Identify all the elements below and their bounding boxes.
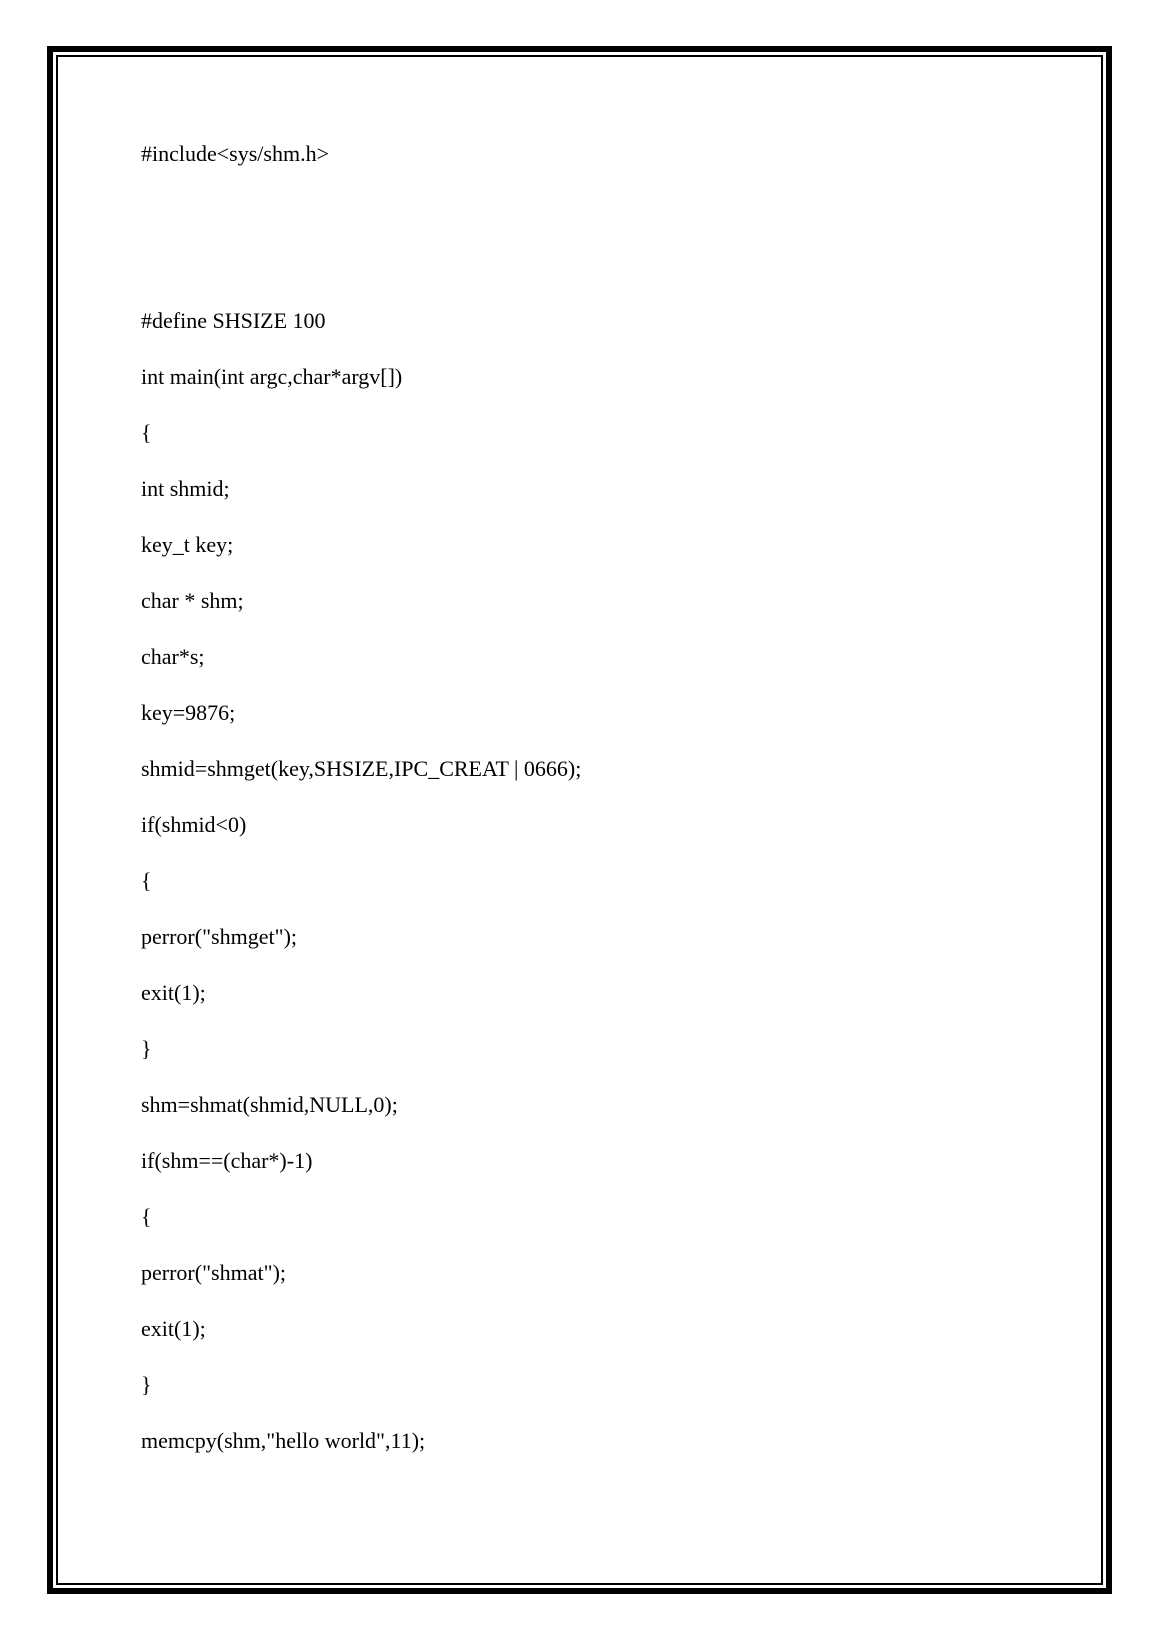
code-line-close-brace: } [141, 1036, 152, 1061]
code-line-main: int main(int argc,char*argv[]) [141, 364, 403, 389]
code-line-exit: exit(1); [141, 980, 206, 1005]
code-line-shmid-decl: int shmid; [141, 476, 230, 501]
code-line-open-brace: { [141, 420, 152, 445]
code-line-open-brace: { [141, 868, 152, 893]
code-line-shm-decl: char * shm; [141, 588, 244, 613]
code-line-if-shmid: if(shmid<0) [141, 812, 247, 837]
code-line-if-shm: if(shm==(char*)-1) [141, 1148, 313, 1173]
code-line-include: #include<sys/shm.h> [141, 141, 329, 166]
code-line-memcpy: memcpy(shm,"hello world",11); [141, 1428, 426, 1453]
code-line-perror-shmget: perror("shmget"); [141, 924, 298, 949]
code-line-open-brace: { [141, 1204, 152, 1229]
code-line-shmat: shm=shmat(shmid,NULL,0); [141, 1092, 398, 1117]
code-line-close-brace: } [141, 1372, 152, 1397]
code-line-define: #define SHSIZE 100 [141, 308, 326, 333]
code-line-shmget: shmid=shmget(key,SHSIZE,IPC_CREAT | 0666); [141, 756, 582, 781]
code-line-key-decl: key_t key; [141, 532, 234, 557]
code-line-s-decl: char*s; [141, 644, 205, 669]
code-line-perror-shmat: perror("shmat"); [141, 1260, 287, 1285]
code-line-key-assign: key=9876; [141, 700, 236, 725]
code-line-exit: exit(1); [141, 1316, 206, 1341]
